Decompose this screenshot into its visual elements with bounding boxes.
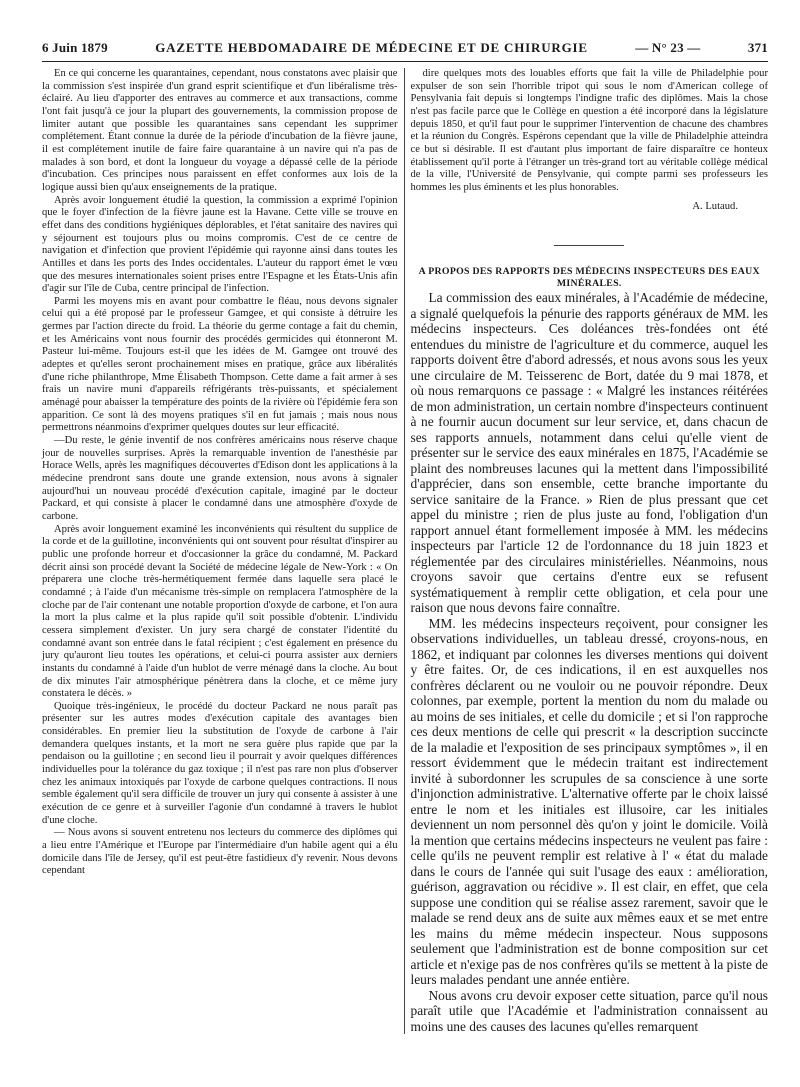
paragraph: La commission des eaux minérales, à l'Académie de médecine, a signalé quelquefois la pénurie des rapports généraux de MM. les médecins inspecteurs. Ces doléances très-fondées ont été entendues du ministre de l'agriculture et du commerce, auquel les rapports doivent être d'abord adressés, et nous avons sous les yeux une circulaire de M. Teisserenc de Bort, datée du 9 mai 1878, et où nous remarquons ce passage : « Malgré les instances réitérées de mon administration, un certain nombre d'inspecteurs continuent à ne fournir aucun document sur leur service, et, dans chacun de ses rapports annuels, notamment dans celui qu'elle vient de présenter sur le service des eaux minérales en 1875, l'Académie se plaint des nombreuses lacunes qui la mettent dans l'impossibilité d'apprécier, dans son ensemble, cette branche importante du service sanitaire de la France. » Rien de plus pressant que cet appel du ministre ; rien de plus juste au fond, l'obligation d'un rapport annuel étant formellement imposée à MM. les médecins inspecteurs par l'article 12 de l'ordonnance du 18 juin 1823 et réglementée par des circulaires ministérielles. Néanmoins, nous croyons savoir que certains d'entre eux se refusent systématiquement à remplir cette obligation, et cela pour une raison que nous devons faire connaître.: [410, 290, 768, 616]
paragraph: —Du reste, le génie inventif de nos confrères américains nous réserve chaque jour de nouvelles surprises. Après la remarquable invention de l'anesthésie par Horace Wells, après les magnifiques découvertes d'Edison dont les applications à la médecine prendront sans doute une grande extension, nous avons à signaler aujourd'hui un nouveau procédé d'exécution capitale, imaginé par le docteur Packard, et qui consiste à placer le condamné dans une atmosphère d'oxyde de carbone.: [42, 435, 398, 522]
page-number: 371: [747, 40, 768, 55]
author-signature: A. Lutaud.: [692, 200, 738, 212]
left-column: [42, 68, 404, 1034]
paragraph: Après avoir longuement examiné les inconvénients qui résultent du supplice de la corde et de la guillotine, inconvénients qui ont souvent pour résultat d'inspirer au public une profonde horreur et d'occasionner la grâce du condamné, M. Packard décrit ainsi son procédé devant la Société de médecine légale de New-York : « On préparera une cloche très-hermétiquement fermée dans laquelle sera placé le condamné ; à l'aide d'un mécanisme très-simple on remplacera l'atmosphère de la cloche par de l'air contenant une notable proportion d'oxyde de carbone, et l'on aura la mort la plus calme et la plus rapide qu'il soit possible d'obtenir. L'individu cessera simplement d'exister. Un jury sera chargé de constater l'identité du condamné avant son entrée dans le fatal récipient ; c'est également en présence du jury qu'auront lieu toutes les opérations, et celui-ci pourra assister aux derniers instants du condamné à l'aide d'un hublot de verre ménagé dans la cloche. Au bout de dix minutes l'air atmosphérique pénètrera dans la cloche, et ce même jury constatera le décès. »: [42, 523, 398, 700]
two-column-body: [42, 68, 768, 1034]
article-body: [411, 290, 769, 1034]
paragraph: En ce qui concerne les quarantaines, cependant, nous constatons avec plaisir que la commission s'est inspirée d'un grand esprit scientifique et d'un libéralisme très-éclairé. Au lieu d'apporter des entraves au commerce et aux transactions, comme l'ont fait jusqu'à ce jour la plupart des gouvernements, la commission propose de limiter autant que possible les quarantaines sans cependant les supprimer complétement. Étant connue la durée de la période d'incubation de la fièvre jaune, il est complétement inutile de faire faire quarantaine à un navire qui n'a pas de malades à son bord, et dont la longueur du voyage a dépassé celle de la période d'incubation. Ces principes nous paraissent en effet conformes aux lois de la logique aussi bien qu'aux enseignements de la pratique.: [42, 68, 398, 193]
section-separator: [554, 245, 624, 246]
paragraph: Après avoir longuement étudié la question, la commission a exprimé l'opinion que le foyer d'infection de la fièvre jaune est la Havane. Cette ville se trouve en effet dans des conditions hygiéniques déplorables, et l'état sanitaire des navires qui y séjournent est toujours plus ou moins compromis. C'est de ce centre de navigation et d'infection que provient l'épidémie qui rayonne ainsi dans toutes les Antilles et dans les ports des Indes occidentales. L'auteur du rapport émet le vœu que des mesures internationales soient prises entre l'Espagne et les États-Unis afin d'agir sur l'île de Cuba, centre principal de l'infection.: [42, 194, 398, 295]
issue-number: — N° 23 —: [635, 40, 701, 55]
paragraph: Parmi les moyens mis en avant pour combattre le fléau, nous devons signaler celui qui a été proposé par le professeur Gamgee, et qui consiste à détruire les germes par l'action directe du froid. La théorie du germe contage a fait du chemin, et les Américains vont nous fournir des procédés germicides qui étonneront M. Pasteur lui-même. Toujours est-il que les idées de M. Gamgee ont trouvé des adeptes et qu'elles seront prochainement mises en pratique, grâce aux libéralités d'une riche philanthrope, Mme Élisabeth Thompson. Cette dame a fait armer à ses frais un navire muni d'appareils réfrigérants très-puissants, et spécialement aménagé pour abaisser la température des points de la rivière où l'épidémie fera son apparition. Ce sont là des moyens pratiques s'il en fut jamais ; mais nous nous permettrons néanmoins d'exprimer quelques doutes sur leur efficacité.: [42, 295, 398, 434]
paragraph: dire quelques mots des louables efforts que fait la ville de Philadelphie pour expulser de son sein l'horrible tripot qui sous le nom d'American college of Pensylvania fait depuis si longtemps l'indigne trafic des diplômes. Mais la chose n'est pas facile parce que le Collège en question a été incorporé dans la législature depuis 1850, et qu'il faut pour le supprimer l'intervention de chacune des chambres et la réunion du Congrès. Espérons cependant que la ville de Philadelphie atteindra ce but si désirable. Il est d'autant plus important de faire disparaître ce honteux établissement qu'il porte à l'étranger un très-grand tort au véritable collège médical de la ville, l'Université de Pensylvanie, qui compte parmi ses professeurs les hommes les plus éminents et les plus honorables.: [410, 68, 768, 193]
page-header: [42, 40, 768, 56]
journal-title: GAZETTE HEBDOMADAIRE DE MÉDECINE ET DE CHIRURGIE: [155, 40, 588, 55]
right-column: [411, 68, 769, 1034]
paragraph: — Nous avons si souvent entretenu nos lecteurs du commerce des diplômes qui a lieu entre l'Amérique et l'Europe par l'intermédiaire d'un habile agent qui a élu domicile dans l'île de Jersey, qu'il est peut-être fastidieux d'y revenir. Nous devons cependant: [42, 827, 398, 877]
paragraph: Nous avons cru devoir exposer cette situation, parce qu'il nous paraît utile que l'Académie et l'administration connaissent au moins une des causes des lacunes qu'elles remarquent: [410, 987, 768, 1034]
column-divider: [404, 68, 405, 1034]
header-rule: [42, 61, 768, 62]
paragraph: Quoique très-ingénieux, le procédé du docteur Packard ne nous paraît pas présenter sur les autres modes d'exécution capitale des avantages bien considérables. En premier lieu la substitution de l'oxyde de carbone à l'air demandera quelques instants, et la mort ne sera guère plus rapide que par la pendaison ou la guillotine ; en second lieu il pourrait y avoir quelques différences individuelles pour la tolérance du gaz toxique ; il n'est pas rare non plus d'observer chez les animaux intoxiqués par l'oxyde de carbone quelques contractions. Il nous semble également qu'il sera difficile de trouver un jury qui consente à assister à une exécution de ce genre et à surveiller l'agonie d'un condamné à travers le hublot d'une cloche.: [42, 700, 398, 826]
paragraph: MM. les médecins inspecteurs reçoivent, pour consigner les observations individuelles, un tableau dressé, croyons-nous, en 1862, et indiquant par colonnes les diverses mentions qui doivent y être faites. Or, de ces indications, il en est auxquelles nos confrères déclarent ou ne vouloir ou ne pouvoir répondre. Deux colonnes, par exemple, portent la mention du nom du malade ou au moins de ses initiales, et celle du domicile ; et si l'on rapproche ces deux mentions de celle qui prescrit « la description succincte de la maladie et l'exposition de ses principaux symptômes », il en ressort évidemment que le médecin traitant est indirectement invité à subordonner les scrupules de sa conscience à une sorte d'injonction administrative. L'alternative offerte par le choix laissé entre le nom et les initiales est illusoire, car les initiales deviennent un nom personnel dès qu'on y joint le domicile. Voilà la mention que certains médecins inspecteurs ne veulent pas faire : celle qu'ils ne peuvent remplir est relative à l' « état du malade dans le cours de l'année qui suit l'usage des eaux : amélioration, guérison, aggravation ou récidive ». Il est clair, en effet, que cela suppose une condition qui se réalise assez rarement, savoir que le malade se rend deux ans de suite aux mêmes eaux et se met entre les mains du même médecin inspecteur. Nous supposons seulement que l'administration est de bonne composition sur cet article et n'exige pas de nos confrères qu'ils se mettent à la piste de leurs malades pendant une année entière.: [410, 615, 768, 988]
section-title: A PROPOS DES RAPPORTS DES MÉDECINS INSPECTEURS DES EAUX MINÉRALES.: [418, 266, 760, 290]
issue-date: 6 Juin 1879: [42, 40, 108, 55]
